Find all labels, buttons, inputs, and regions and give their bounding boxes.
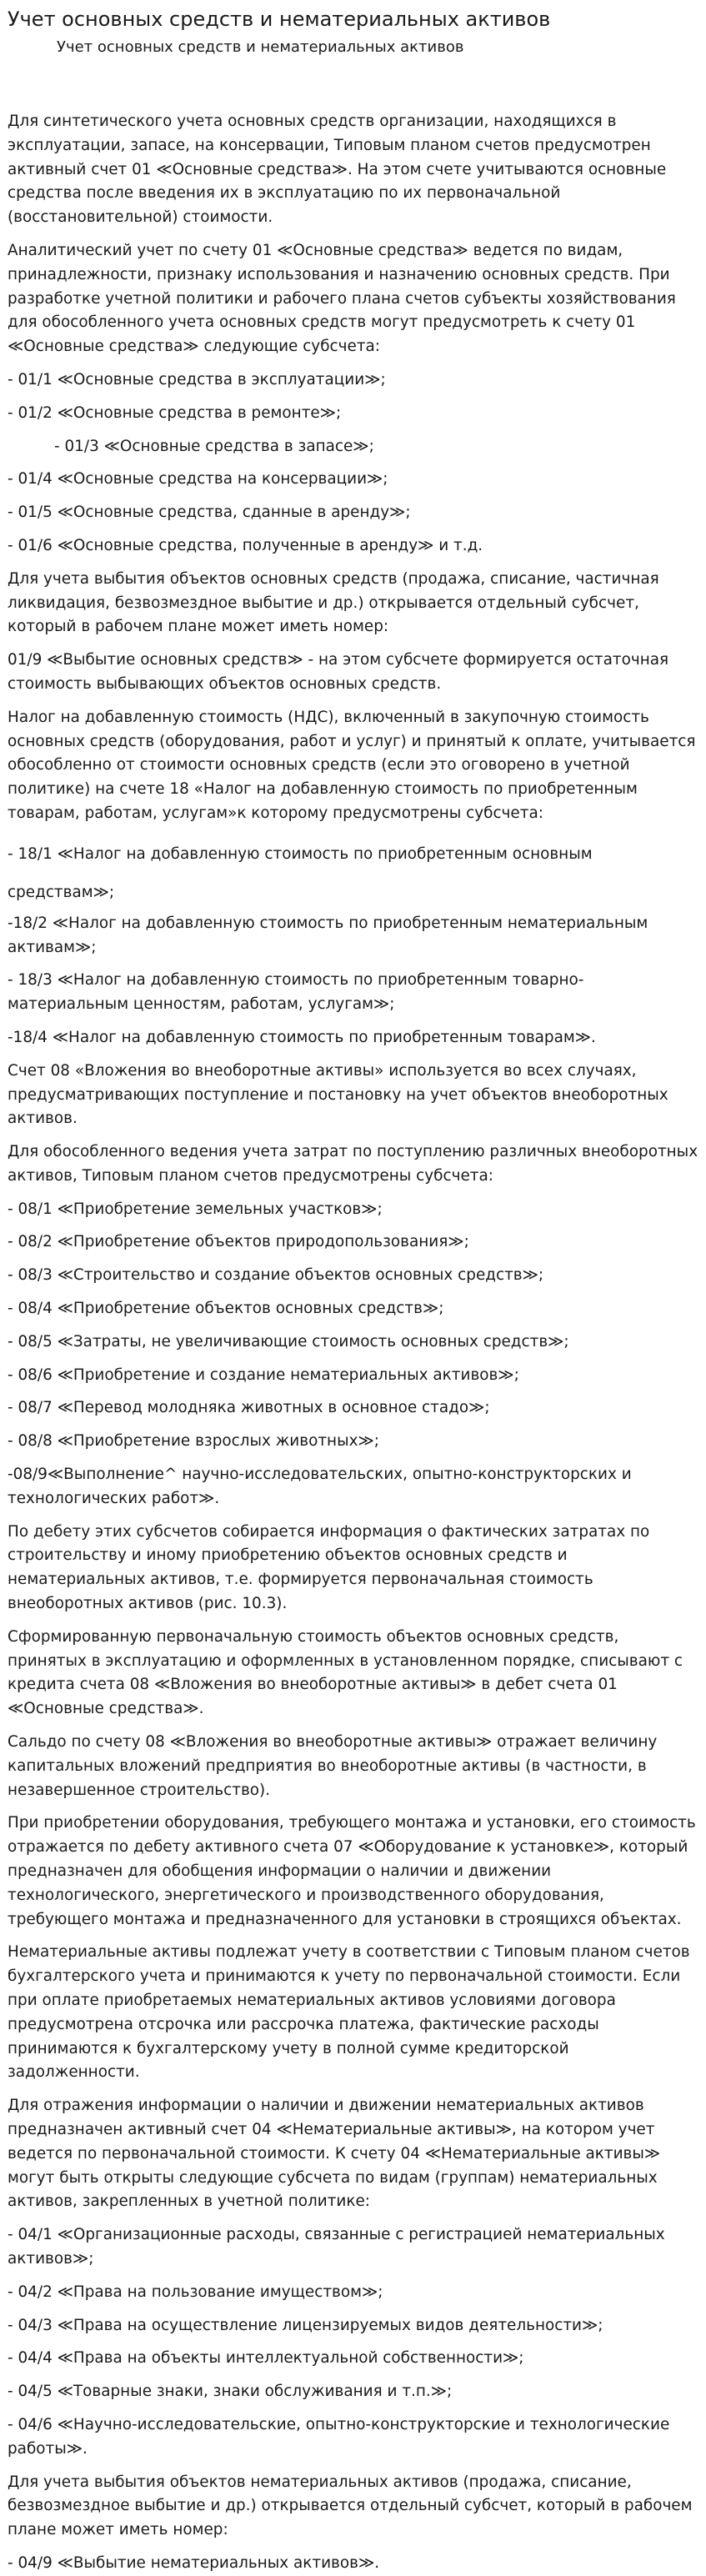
list-item: - 01/1 ≪Основные средства в эксплуатации≫; [8, 370, 386, 388]
list-item: - 01/4 ≪Основные средства на консервации≫; [8, 470, 388, 489]
list-item: - 18/3 ≪Налог на добавленную стоимость по приобретенным товарно-материальным ценностям, работам, услугам≫; [8, 971, 584, 1014]
paragraph: Аналитический учет по счету 01 ≪Основные средства≫ ведется по видам, принадлежности, признаку использования и назначению основных средств. При разработке учетной политики и рабочего плана счетов субъекты хозяйствования для обособленного учета основных средств могут предусмотреть к счету 01 ≪Основные средства≫ следующие субсчета: [8, 241, 676, 356]
list-item: - 18/1 ≪Налог на добавленную стоимость по приобретенным основным средствам≫; [8, 844, 593, 901]
page-title: Учет основных средств и нематериальных активов [8, 8, 551, 31]
paragraph: Для отражения информации о наличии и движении нематериальных активов предназначен активный счет 04 ≪Нематериальные активы≫, на котором учет ведется по первоначальной стоимости. К счету 04 ≪Нематериальные активы≫ могут быть открыты следующие субсчета по видам (группам) нематериальных активов, закрепленных в учетной политике: [8, 2097, 661, 2211]
list-item: - 04/4 ≪Права на объекты интеллектуальной собственности≫; [8, 2349, 524, 2368]
paragraph: Сальдо по счету 08 ≪Вложения во внеоборотные активы≫ отражает величину капитальных вложений предприятия во внеоборотные активы (в частности, в незавершенное строительство). [8, 1733, 658, 1799]
paragraph: Счет 08 «Вложения во внеоборотные активы» используется во всех случаях, предусматривающих поступление и постановку на учет объектов внеоборотных активов. [8, 1061, 668, 1128]
paragraph: При приобретении оборудования, требующего монтажа и установки, его стоимость отражается по дебету активного счета 07 ≪Оборудование к установке≫, который предназначен для обобщения информации о наличии и движении технологического, энергетического и производственного оборудования, требующего монтажа и предназначенного для установки в строящихся объектах. [8, 1814, 696, 1928]
list-item: - 01/6 ≪Основные средства, полученные в аренду≫ и т.д. [8, 536, 483, 554]
list-item: - 08/1 ≪Приобретение земельных участков≫; [8, 1200, 383, 1218]
list-item: - 08/7 ≪Перевод молодняка животных в основное стадо≫; [8, 1399, 490, 1417]
list-item: - 04/5 ≪Товарные знаки, знаки обслуживания и т.п.≫; [8, 2383, 453, 2401]
list-item: - 04/2 ≪Права на пользование имуществом≫; [8, 2283, 383, 2301]
list-item: - 08/8 ≪Приобретение взрослых животных≫; [8, 1432, 379, 1451]
list-item: - 08/5 ≪Затраты, не увеличивающие стоимость основных средств≫; [8, 1332, 569, 1351]
paragraph: Для учета выбытия объектов нематериальных активов (продажа, списание, безвозмездное выбытие и др.) открывается отдельный субсчет, который в рабочем плане может иметь номер: [8, 2473, 693, 2539]
paragraph: По дебету этих субсчетов собирается информация о фактических затратах по строительству и иному приобретению объектов основных средств и нематериальных активов, т.е. формируется первоначальная стоимость внеоборотных активов (рис. 10.3). [8, 1522, 650, 1613]
list-item: - 08/4 ≪Приобретение объектов основных средств≫; [8, 1300, 444, 1318]
article-body [8, 110, 698, 2576]
list-item: - 01/5 ≪Основные средства, сданные в аренду≫; [8, 504, 411, 522]
list-item: - 08/6 ≪Приобретение и создание нематериальных активов≫; [8, 1366, 519, 1384]
page-subtitle: Учет основных средств и нематериальных активов [57, 38, 464, 56]
paragraph: Налог на добавленную стоимость (НДС), включенный в закупочную стоимость основных средств (оборудования, работ и услуг) и принятый к оплате, учитывается обособленно от стоимости основных средств (если это оговорено в учетной политике) на счете 18 «Налог на добавленную стоимость по приобретенным товарам, работам, услугам»к которому предусмотрены субсчета: [8, 708, 696, 822]
paragraph: Для синтетического учета основных средств организации, находящихся в эксплуатации, запасе, на консервации, Типовым планом счетов предусмотрен активный счет 01 ≪Основные средства≫. На этом счете учитываются основные средства после введения их в эксплуатацию по их первоначальной (восстановительной) стоимости. [8, 113, 667, 227]
list-item: - 04/6 ≪Научно-исследовательские, опытно-конструкторские и технологические работы≫. [8, 2415, 670, 2458]
list-item: - 08/3 ≪Строительство и создание объектов основных средств≫; [8, 1266, 544, 1285]
paragraph: Нематериальные активы подлежат учету в соответствии с Типовым планом счетов бухгалтерского учета и принимаются к учету по первоначальной стоимости. Если при оплате приобретаемых нематериальных активов условиями договора предусмотрена отсрочка или рассрочка платежа, фактические расходы принимаются к бухгалтерскому учету в полной сумме кредиторской задолженности. [8, 1943, 690, 2082]
list-item: -08/9≪Выполнение^ научно-исследовательских, опытно-конструкторских и технологических работ≫. [8, 1466, 632, 1507]
list-item: - 04/9 ≪Выбытие нематериальных активов≫. [8, 2553, 380, 2572]
list-item: - 04/3 ≪Права на осуществление лицензируемых видов деятельности≫; [8, 2316, 603, 2334]
paragraph: Для обособленного ведения учета затрат по поступлению различных внеоборотных активов, Типовым планом счетов предусмотрены субсчета: [8, 1143, 698, 1185]
list-item: - 04/1 ≪Организационные расходы, связанные с регистрацией нематериальных активов≫; [8, 2226, 665, 2268]
paragraph: Для учета выбытия объектов основных средств (продажа, списание, частичная ликвидация, безвозмездное выбытие и др.) открывается отдельный субсчет, который в рабочем плане может иметь номер: [8, 569, 659, 636]
paragraph: 01/9 ≪Выбытие основных средств≫ - на этом субсчете формируется остаточная стоимость выбывающих объектов основных средств. [8, 651, 669, 693]
paragraph: Сформированную первоначальную стоимость объектов основных средств, принятых в эксплуатацию и оформленных в установленном порядке, списывают с кредита счета 08 ≪Вложения во внеоборотные активы≫ в дебет счета 01 ≪Основные средства≫. [8, 1627, 683, 1718]
list-item: -18/4 ≪Налог на добавленную стоимость по приобретенным товарам≫. [8, 1028, 596, 1046]
list-item: - 08/2 ≪Приобретение объектов природопользования≫; [8, 1233, 469, 1251]
list-item: -18/2 ≪Налог на добавленную стоимость по приобретенным нематериальным активам≫; [8, 914, 648, 956]
list-item: - 01/2 ≪Основные средства в ремонте≫; [8, 403, 342, 422]
list-item: - 01/3 ≪Основные средства в запасе≫; [54, 437, 374, 455]
